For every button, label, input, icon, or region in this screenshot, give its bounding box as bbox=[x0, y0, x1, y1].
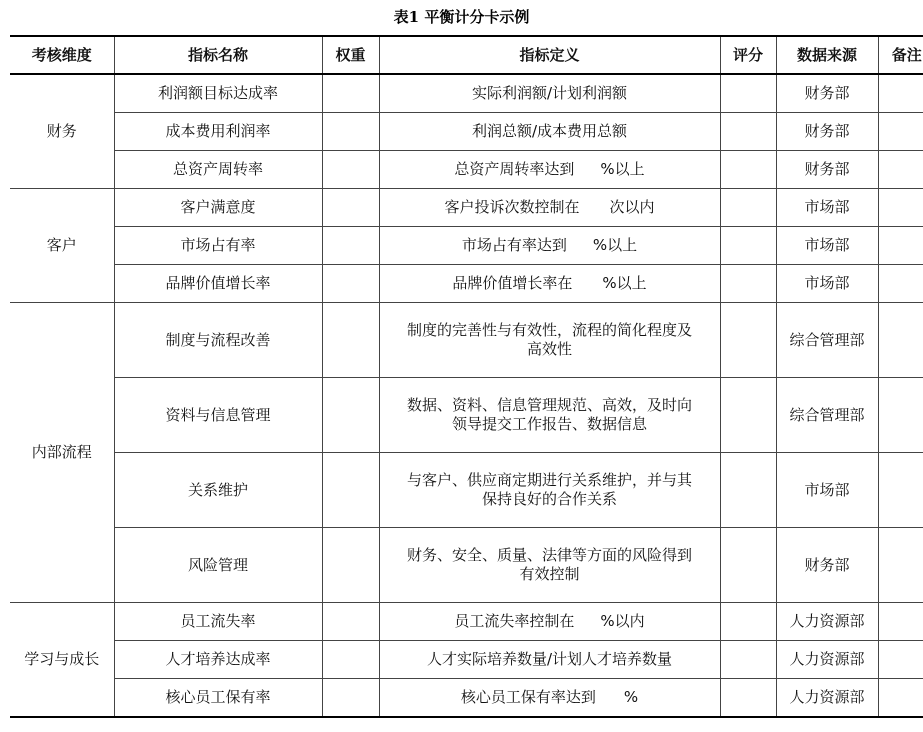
score-cell bbox=[720, 113, 776, 151]
dimension-cell: 财务 bbox=[10, 74, 114, 189]
remarks-cell bbox=[878, 679, 923, 718]
table-row bbox=[10, 303, 923, 378]
definition-prefix: 市场占有率达到 bbox=[461, 236, 567, 254]
table-row bbox=[10, 641, 923, 679]
data-source: 财务部 bbox=[776, 528, 878, 603]
weight-cell bbox=[322, 151, 379, 189]
indicator-name: 制度与流程改善 bbox=[114, 303, 322, 378]
definition-line-2: 有效控制 bbox=[519, 565, 580, 583]
weight-cell bbox=[322, 378, 379, 453]
indicator-name: 客户满意度 bbox=[114, 189, 322, 227]
indicator-definition bbox=[379, 303, 720, 378]
table-row bbox=[10, 151, 923, 189]
data-source: 财务部 bbox=[776, 113, 878, 151]
table-row bbox=[10, 603, 923, 641]
indicator-name: 成本费用利润率 bbox=[114, 113, 322, 151]
indicator-definition bbox=[379, 189, 720, 227]
definition-line-1: 财务、安全、质量、法律等方面的风险得到 bbox=[406, 546, 692, 564]
indicator-name: 核心员工保有率 bbox=[114, 679, 322, 718]
definition-prefix: 品牌价值增长率在 bbox=[452, 274, 573, 292]
header-data-source: 数据来源 bbox=[776, 36, 878, 74]
indicator-definition: 利润总额/成本费用总额 bbox=[379, 113, 720, 151]
score-cell bbox=[720, 603, 776, 641]
score-cell bbox=[720, 528, 776, 603]
score-cell bbox=[720, 453, 776, 528]
definition-suffix: %以上 bbox=[592, 236, 638, 254]
definition-suffix: 次以内 bbox=[609, 198, 655, 216]
score-cell bbox=[720, 378, 776, 453]
header-definition: 指标定义 bbox=[379, 36, 720, 74]
remarks-cell bbox=[878, 303, 923, 378]
table-row bbox=[10, 74, 923, 113]
header-row bbox=[10, 36, 923, 74]
data-source: 人力资源部 bbox=[776, 641, 878, 679]
header-dimension: 考核维度 bbox=[10, 36, 114, 74]
indicator-definition: 人才实际培养数量/计划人才培养数量 bbox=[379, 641, 720, 679]
definition-prefix: 员工流失率控制在 bbox=[454, 612, 575, 630]
weight-cell bbox=[322, 603, 379, 641]
data-source: 市场部 bbox=[776, 189, 878, 227]
indicator-name: 风险管理 bbox=[114, 528, 322, 603]
remarks-cell bbox=[878, 453, 923, 528]
definition-suffix: % bbox=[623, 688, 639, 706]
definition-line-1: 数据、资料、信息管理规范、高效，及时向 bbox=[406, 396, 692, 414]
definition-suffix: %以上 bbox=[600, 160, 645, 178]
definition-line-2: 高效性 bbox=[526, 340, 572, 358]
data-source: 市场部 bbox=[776, 227, 878, 265]
definition-line-1: 制度的完善性与有效性，流程的简化程度及 bbox=[406, 321, 692, 339]
weight-cell bbox=[322, 265, 379, 303]
indicator-definition bbox=[379, 227, 720, 265]
indicator-definition bbox=[379, 453, 720, 528]
data-source: 人力资源部 bbox=[776, 679, 878, 718]
score-cell bbox=[720, 227, 776, 265]
table-row bbox=[10, 189, 923, 227]
score-cell bbox=[720, 679, 776, 718]
indicator-name: 关系维护 bbox=[114, 453, 322, 528]
weight-cell bbox=[322, 189, 379, 227]
remarks-cell bbox=[878, 113, 923, 151]
indicator-definition: 实际利润额/计划利润额 bbox=[379, 74, 720, 113]
indicator-definition bbox=[379, 378, 720, 453]
remarks-cell bbox=[878, 528, 923, 603]
remarks-cell bbox=[878, 151, 923, 189]
remarks-cell bbox=[878, 641, 923, 679]
score-cell bbox=[720, 189, 776, 227]
table-row bbox=[10, 227, 923, 265]
definition-line-2: 领导提交工作报告、数据信息 bbox=[451, 415, 647, 433]
data-source: 综合管理部 bbox=[776, 303, 878, 378]
table-title: 表1 平衡计分卡示例 bbox=[393, 8, 530, 26]
weight-cell bbox=[322, 74, 379, 113]
data-source: 市场部 bbox=[776, 453, 878, 528]
dimension-cell: 内部流程 bbox=[10, 303, 114, 603]
score-cell bbox=[720, 641, 776, 679]
table-row bbox=[10, 679, 923, 718]
indicator-name: 品牌价值增长率 bbox=[114, 265, 322, 303]
indicator-definition bbox=[379, 265, 720, 303]
remarks-cell bbox=[878, 603, 923, 641]
indicator-definition bbox=[379, 528, 720, 603]
definition-line-2: 保持良好的合作关系 bbox=[481, 490, 617, 508]
definition-prefix: 客户投诉次数控制在 bbox=[444, 198, 580, 216]
indicator-name: 总资产周转率 bbox=[114, 151, 322, 189]
remarks-cell bbox=[878, 227, 923, 265]
weight-cell bbox=[322, 641, 379, 679]
weight-cell bbox=[322, 227, 379, 265]
indicator-name: 员工流失率 bbox=[114, 603, 322, 641]
indicator-name: 市场占有率 bbox=[114, 227, 322, 265]
table-row bbox=[10, 265, 923, 303]
header-score: 评分 bbox=[720, 36, 776, 74]
table-row bbox=[10, 528, 923, 603]
dimension-cell: 学习与成长 bbox=[10, 603, 114, 718]
weight-cell bbox=[322, 303, 379, 378]
remarks-cell bbox=[878, 74, 923, 113]
definition-prefix: 核心员工保有率达到 bbox=[460, 688, 596, 706]
remarks-cell bbox=[878, 265, 923, 303]
data-source: 财务部 bbox=[776, 151, 878, 189]
indicator-definition bbox=[379, 679, 720, 718]
remarks-cell bbox=[878, 189, 923, 227]
table-row bbox=[10, 453, 923, 528]
weight-cell bbox=[322, 113, 379, 151]
indicator-definition bbox=[379, 151, 720, 189]
balanced-scorecard-table bbox=[10, 35, 923, 718]
definition-prefix: 总资产周转率达到 bbox=[454, 160, 575, 178]
weight-cell bbox=[322, 528, 379, 603]
remarks-cell bbox=[878, 378, 923, 453]
definition-suffix: %以上 bbox=[602, 274, 647, 292]
indicator-name: 利润额目标达成率 bbox=[114, 74, 322, 113]
data-source: 财务部 bbox=[776, 74, 878, 113]
indicator-name: 人才培养达成率 bbox=[114, 641, 322, 679]
definition-suffix: %以内 bbox=[600, 612, 645, 630]
header-weight: 权重 bbox=[322, 36, 379, 74]
score-cell bbox=[720, 303, 776, 378]
data-source: 人力资源部 bbox=[776, 603, 878, 641]
indicator-name: 资料与信息管理 bbox=[114, 378, 322, 453]
data-source: 综合管理部 bbox=[776, 378, 878, 453]
table-row bbox=[10, 378, 923, 453]
header-remarks: 备注 bbox=[878, 36, 923, 74]
score-cell bbox=[720, 151, 776, 189]
weight-cell bbox=[322, 679, 379, 718]
weight-cell bbox=[322, 453, 379, 528]
definition-line-1: 与客户、供应商定期进行关系维护，并与其 bbox=[406, 471, 692, 489]
score-cell bbox=[720, 74, 776, 113]
table-row bbox=[10, 113, 923, 151]
data-source: 市场部 bbox=[776, 265, 878, 303]
dimension-cell: 客户 bbox=[10, 189, 114, 303]
indicator-definition bbox=[379, 603, 720, 641]
score-cell bbox=[720, 265, 776, 303]
header-indicator-name: 指标名称 bbox=[114, 36, 322, 74]
